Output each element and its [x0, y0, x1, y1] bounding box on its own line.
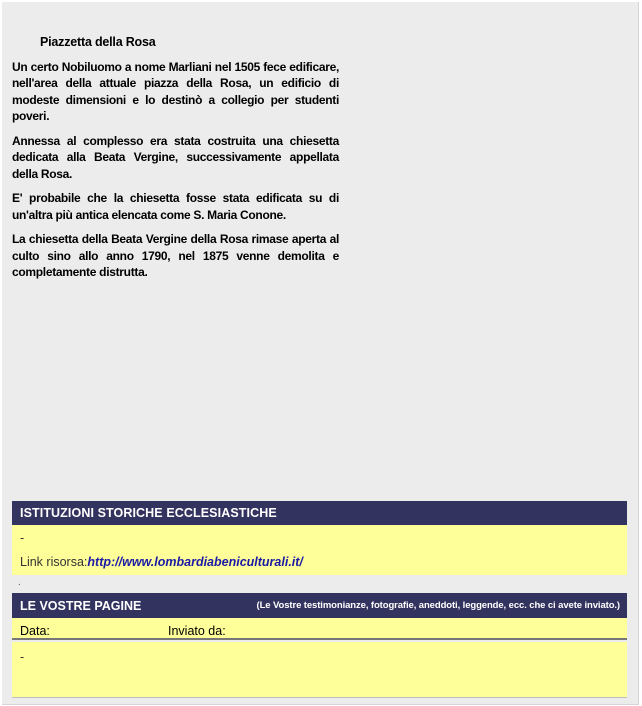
your-pages-header — [12, 593, 627, 618]
your-pages-body — [12, 642, 627, 698]
column-date: Data: — [20, 624, 50, 638]
your-pages-title: LE VOSTRE PAGINE — [20, 598, 142, 613]
your-pages-placeholder: - — [20, 650, 25, 664]
article-paragraph-4: La chiesetta della Beata Vergine della Rosa rimase aperta al culto sino allo anno 1790, nel 1875 venne demolita e completamente distrutta. — [12, 232, 339, 279]
article-title: Piazzetta della Rosa — [40, 35, 156, 49]
institutions-placeholder: - — [20, 531, 25, 545]
article-paragraph-1: Un certo Nobiluomo a nome Marliani nel 1505 fece edificare, nell'area della attuale piazza della Rosa, un edificio di modeste dimensioni e lo destinò a collegio per studenti poveri. — [12, 59, 339, 123]
your-pages-subtitle: (Le Vostre testimonianze, fotografie, aneddoti, leggende, ecc. che ci avete inviato.) — [256, 600, 620, 611]
article-paragraph-3: E' probabile che la chiesetta fosse stata edificata su di un'altra più antica elencata come S. Maria Conone. — [12, 191, 339, 222]
article — [12, 34, 339, 289]
resource-link-line — [20, 555, 303, 569]
institutions-body — [12, 525, 627, 575]
separator-mark: . — [18, 577, 21, 588]
institutions-header: ISTITUZIONI STORICHE ECCLESIASTICHE — [12, 501, 627, 525]
your-pages-columns — [12, 618, 627, 640]
article-paragraph-2: Annessa al complesso era stata costruita una chiesetta dedicata alla Beata Vergine, successivamente appellata della Rosa. — [12, 133, 339, 181]
resource-link[interactable]: http://www.lombardiabeniculturali.it/ — [87, 555, 303, 569]
resource-link-label: Link risorsa: — [20, 555, 88, 569]
column-sent-by: Inviato da: — [168, 624, 226, 638]
